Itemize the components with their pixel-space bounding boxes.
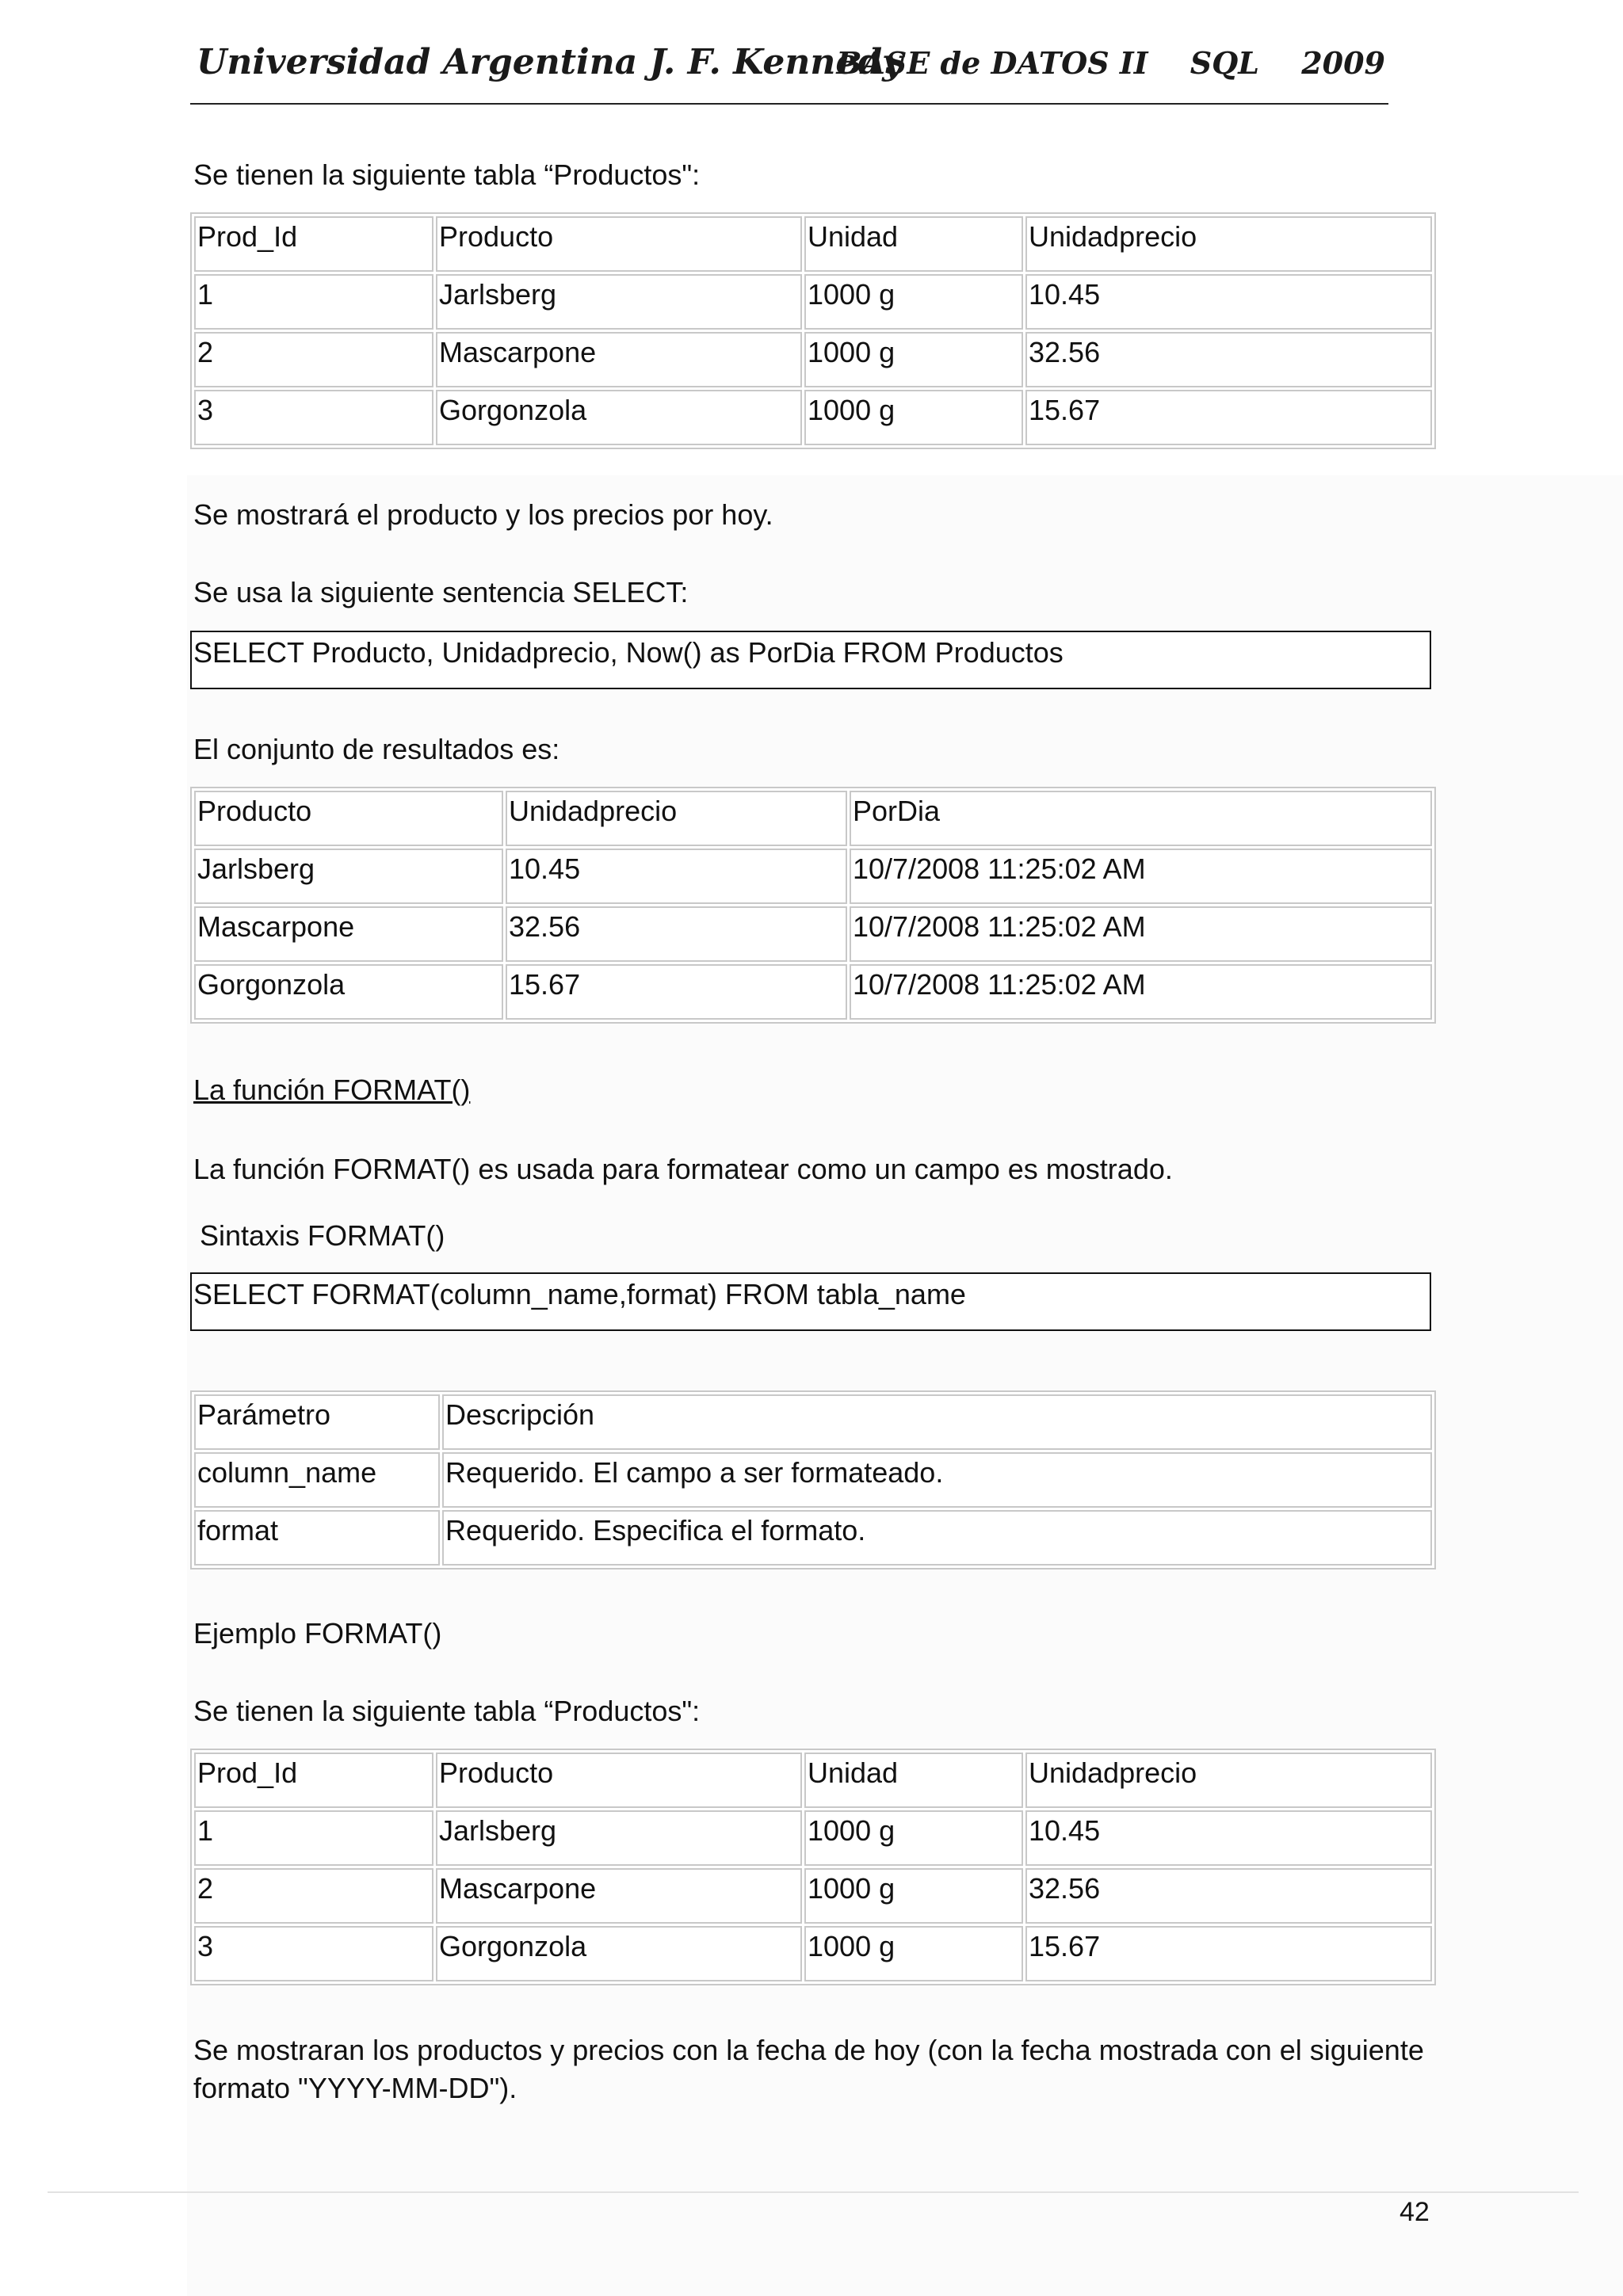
table-cell: 2 — [194, 332, 433, 387]
course-name: BASE de DATOS II — [836, 45, 1148, 81]
table-row — [194, 1926, 1432, 1981]
table-cell: Requerido. El campo a ser formateado. — [442, 1452, 1432, 1508]
footer-divider — [48, 2191, 1579, 2193]
table-cell: 10.45 — [1025, 1810, 1432, 1866]
table-cell: 3 — [194, 1926, 433, 1981]
format-description: La función FORMAT() es usada para formatear como un campo es mostrado. — [193, 1153, 1173, 1185]
final-paragraph: Se mostraran los productos y precios con la fecha de hoy (con la fecha mostrada con el siguiente formato "YYYY-MM-DD"). — [193, 2034, 1424, 2104]
table-header-cell: Producto — [436, 1753, 802, 1808]
table-header-cell: Unidadprecio — [1025, 216, 1432, 272]
table-cell: Gorgonzola — [436, 1926, 802, 1981]
table-cell: Gorgonzola — [436, 390, 802, 445]
code-box-now: SELECT Producto, Unidadprecio, Now() as PorDia FROM Productos — [190, 631, 1431, 689]
table-header-cell: Prod_Id — [194, 216, 433, 272]
table-row — [194, 1510, 1432, 1566]
table-header-row — [194, 216, 1432, 272]
page-header — [190, 38, 1388, 105]
course-year: 2009 — [1301, 45, 1385, 81]
intro-paragraph: Se tienen la siguiente tabla “Productos": — [193, 158, 701, 191]
table-header-cell: Unidad — [804, 216, 1023, 272]
table-header-row — [194, 1394, 1432, 1450]
table-cell: Requerido. Especifica el formato. — [442, 1510, 1432, 1566]
table-row — [194, 274, 1432, 330]
parameter-table — [190, 1390, 1436, 1569]
show-today-paragraph: Se mostrará el producto y los precios por hoy. — [193, 498, 773, 531]
table-cell: Gorgonzola — [194, 964, 503, 1020]
table-cell: 1000 g — [804, 390, 1023, 445]
table-row — [194, 1452, 1432, 1508]
table-header-cell: Prod_Id — [194, 1753, 433, 1808]
table-cell: 10.45 — [506, 849, 847, 904]
example-label: Ejemplo FORMAT() — [193, 1617, 442, 1650]
table-header-cell: Unidadprecio — [1025, 1753, 1432, 1808]
table-cell: 1 — [194, 1810, 433, 1866]
table-cell: 32.56 — [1025, 332, 1432, 387]
course-topic: SQL — [1190, 45, 1259, 81]
table-header-cell: Producto — [194, 791, 503, 846]
table-cell: 10.45 — [1025, 274, 1432, 330]
table-cell: 10/7/2008 11:25:02 AM — [850, 906, 1432, 962]
table-cell: 10/7/2008 11:25:02 AM — [850, 849, 1432, 904]
table-row — [194, 849, 1432, 904]
table-header-row — [194, 1753, 1432, 1808]
table-cell: 3 — [194, 390, 433, 445]
table-header-row — [194, 791, 1432, 846]
result-paragraph: El conjunto de resultados es: — [193, 733, 560, 765]
table-cell: 1000 g — [804, 1868, 1023, 1924]
page-number: 42 — [1400, 2197, 1430, 2227]
result-table — [190, 787, 1436, 1024]
university-title: Universidad Argentina J. F. Kennedy — [197, 42, 903, 82]
productos-table — [190, 212, 1436, 449]
table-header-cell: Producto — [436, 216, 802, 272]
table-row — [194, 332, 1432, 387]
table-header-cell: PorDia — [850, 791, 1432, 846]
table-cell: 15.67 — [506, 964, 847, 1020]
table-cell: 15.67 — [1025, 390, 1432, 445]
table-cell: 1000 g — [804, 332, 1023, 387]
code-box-format: SELECT FORMAT(column_name,format) FROM tabla_name — [190, 1272, 1431, 1331]
table-cell: 1000 g — [804, 1810, 1023, 1866]
table-cell: Mascarpone — [194, 906, 503, 962]
table-row — [194, 906, 1432, 962]
table-row — [194, 1810, 1432, 1866]
table-cell: 1000 g — [804, 274, 1023, 330]
table-cell: Jarlsberg — [436, 1810, 802, 1866]
table-row — [194, 390, 1432, 445]
table-header-cell: Parámetro — [194, 1394, 440, 1450]
table-row — [194, 1868, 1432, 1924]
table-row — [194, 964, 1432, 1020]
table-cell: 2 — [194, 1868, 433, 1924]
table-cell: 10/7/2008 11:25:02 AM — [850, 964, 1432, 1020]
format-heading: La función FORMAT() — [193, 1074, 471, 1106]
table-cell: 32.56 — [506, 906, 847, 962]
table-cell: 15.67 — [1025, 1926, 1432, 1981]
table-cell: 1000 g — [804, 1926, 1023, 1981]
course-info — [804, 43, 1385, 84]
table-header-cell: Descripción — [442, 1394, 1432, 1450]
select-paragraph: Se usa la siguiente sentencia SELECT: — [193, 576, 689, 608]
table-cell: format — [194, 1510, 440, 1566]
table-cell: column_name — [194, 1452, 440, 1508]
intro-paragraph-2: Se tienen la siguiente tabla “Productos": — [193, 1695, 701, 1727]
table-cell: 1 — [194, 274, 433, 330]
table-header-cell: Unidadprecio — [506, 791, 847, 846]
syntax-label: Sintaxis FORMAT() — [200, 1219, 445, 1252]
table-header-cell: Unidad — [804, 1753, 1023, 1808]
table-cell: Jarlsberg — [194, 849, 503, 904]
table-cell: 32.56 — [1025, 1868, 1432, 1924]
table-cell: Mascarpone — [436, 332, 802, 387]
table-cell: Mascarpone — [436, 1868, 802, 1924]
table-cell: Jarlsberg — [436, 274, 802, 330]
productos-table-2 — [190, 1749, 1436, 1985]
